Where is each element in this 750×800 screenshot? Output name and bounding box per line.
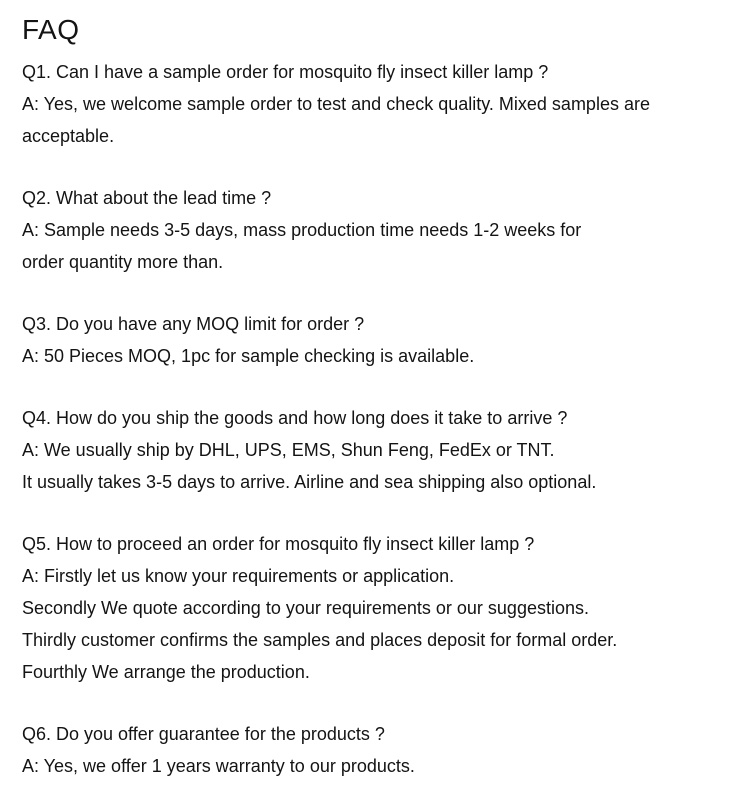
answer-line: acceptable. [22,126,115,146]
answer-line: A: Yes, we offer 1 years warranty to our products. [22,756,415,776]
question-text: Q1. Can I have a sample order for mosquito fly insect killer lamp ? [22,62,549,82]
answer-line: Fourthly We arrange the production. [22,662,310,682]
faq-item-q4 [22,402,730,498]
answer-line: Thirdly customer confirms the samples and places deposit for formal order. [22,630,618,650]
page-title: FAQ [22,14,80,45]
answer-line: A: Sample needs 3-5 days, mass production time needs 1-2 weeks for [22,220,582,240]
question-text: Q2. What about the lead time ? [22,188,272,208]
answer-line: A: Firstly let us know your requirements or application. [22,566,455,586]
question-text: Q3. Do you have any MOQ limit for order ? [22,314,365,334]
faq-item-q1 [22,56,730,152]
faq-item-q3 [22,308,730,372]
answer-line: It usually takes 3-5 days to arrive. Airline and sea shipping also optional. [22,472,597,492]
answer-line: A: Yes, we welcome sample order to test and check quality. Mixed samples are [22,94,650,114]
faq-item-q2 [22,182,730,278]
faq-item-q5 [22,528,730,688]
question-text: Q6. Do you offer guarantee for the products ? [22,724,385,744]
answer-line: Secondly We quote according to your requirements or our suggestions. [22,598,589,618]
answer-line: A: 50 Pieces MOQ, 1pc for sample checking is available. [22,346,475,366]
faq-item-q6 [22,718,730,782]
question-text: Q4. How do you ship the goods and how long does it take to arrive ? [22,408,568,428]
answer-line: order quantity more than. [22,252,224,272]
question-text: Q5. How to proceed an order for mosquito fly insect killer lamp ? [22,534,535,554]
answer-line: A: We usually ship by DHL, UPS, EMS, Shun Feng, FedEx or TNT. [22,440,555,460]
